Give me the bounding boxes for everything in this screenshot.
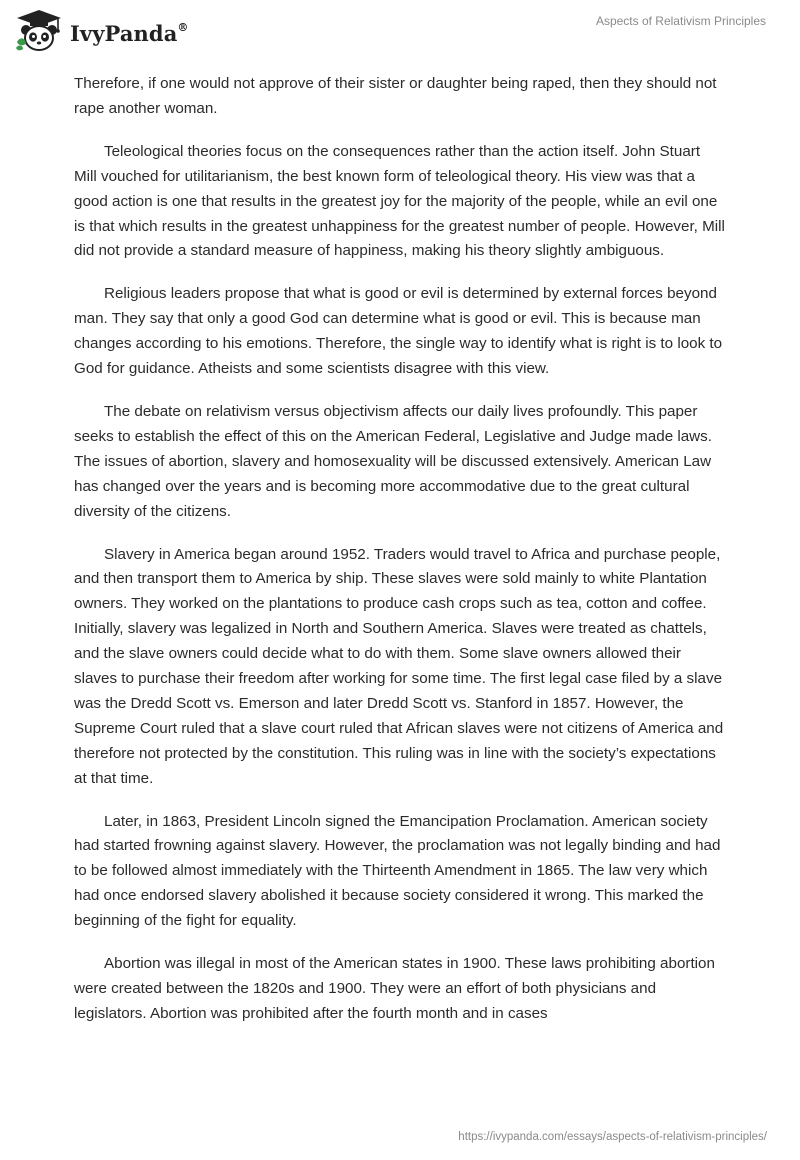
page-header	[0, 0, 800, 60]
source-url[interactable]: https://ivypanda.com/essays/aspects-of-relativism-principles/	[458, 1131, 767, 1143]
essay-body	[74, 72, 726, 1045]
panda-graduate-icon	[14, 8, 64, 54]
paragraph: The debate on relativism versus objectivism affects our daily lives profoundly. This paper seeks to establish the effect of this on the American Federal, Legislative and Judge made laws. The issues of abortion, slavery and homosexuality will be discussed extensively. American Law has changed over the years and is becoming more accommodative due to the great cultural diversity of the citizens.	[74, 402, 712, 520]
paragraph: Slavery in America began around 1952. Traders would travel to Africa and purchase people, and then transport them to America by ship. These slaves were sold mainly to white Plantation owners. They worked on the plantations to produce cash crops such as tea, cotton and coffee. Initially, slavery was legalized in North and Southern America. Slaves were treated as chattels, and the slave owners could decide what to do with them. Some slave owners allowed their slaves to purchase their freedom after working for some time. The first legal case filed by a slave was the Dredd Scott vs. Emerson and later Dredd Scott vs. Stanford in 1857. However, the Supreme Court ruled that a slave court ruled that African slaves were not citizens of America and therefore not protected by the constitution. This ruling was in line with the society’s expectations at that time.	[74, 545, 724, 787]
paragraph: Therefore, if one would not approve of their sister or daughter being raped, then they should not rape another woman.	[74, 75, 717, 117]
paragraph: Religious leaders propose that what is good or evil is determined by external forces beyond man. They say that only a good God can determine what is good or evil. This is because man changes according to his emotions. Therefore, the single way to identify what is right is to look to God for guidance. Atheists and some scientists disagree with this view.	[74, 285, 723, 378]
ivypanda-logo[interactable]	[14, 8, 189, 54]
logo-wordmark	[70, 21, 189, 46]
logo-wordmark-text: IvyPanda	[70, 20, 178, 46]
paragraph: Later, in 1863, President Lincoln signed the Emancipation Proclamation. American society had started frowning against slavery. However, the proclamation was not legally binding and had to be followed almost immediately with the Thirteenth Amendment in 1865. The law very which had once endorsed slavery abolished it because society considered it wrong. This marked the beginning of the fight for equality.	[74, 812, 721, 930]
paragraph: Abortion was illegal in most of the American states in 1900. These laws prohibiting abortion were created between the 1820s and 1900. They were an effort of both physicians and legislators. Abortion was prohibited after the fourth month and in cases	[74, 955, 715, 1022]
document-title: Aspects of Relativism Principles	[595, 14, 766, 28]
registered-mark: ®	[177, 20, 189, 34]
paragraph: Teleological theories focus on the consequences rather than the action itself. John Stuart Mill vouched for utilitarianism, the best known form of teleological theory. His view was that a good action is one that results in the greatest joy for the majority of the people, while an evil one is that which results in the greatest unhappiness for the greatest number of people. However, Mill did not provide a standard measure of happiness, making his theory slightly ambiguous.	[74, 142, 725, 260]
